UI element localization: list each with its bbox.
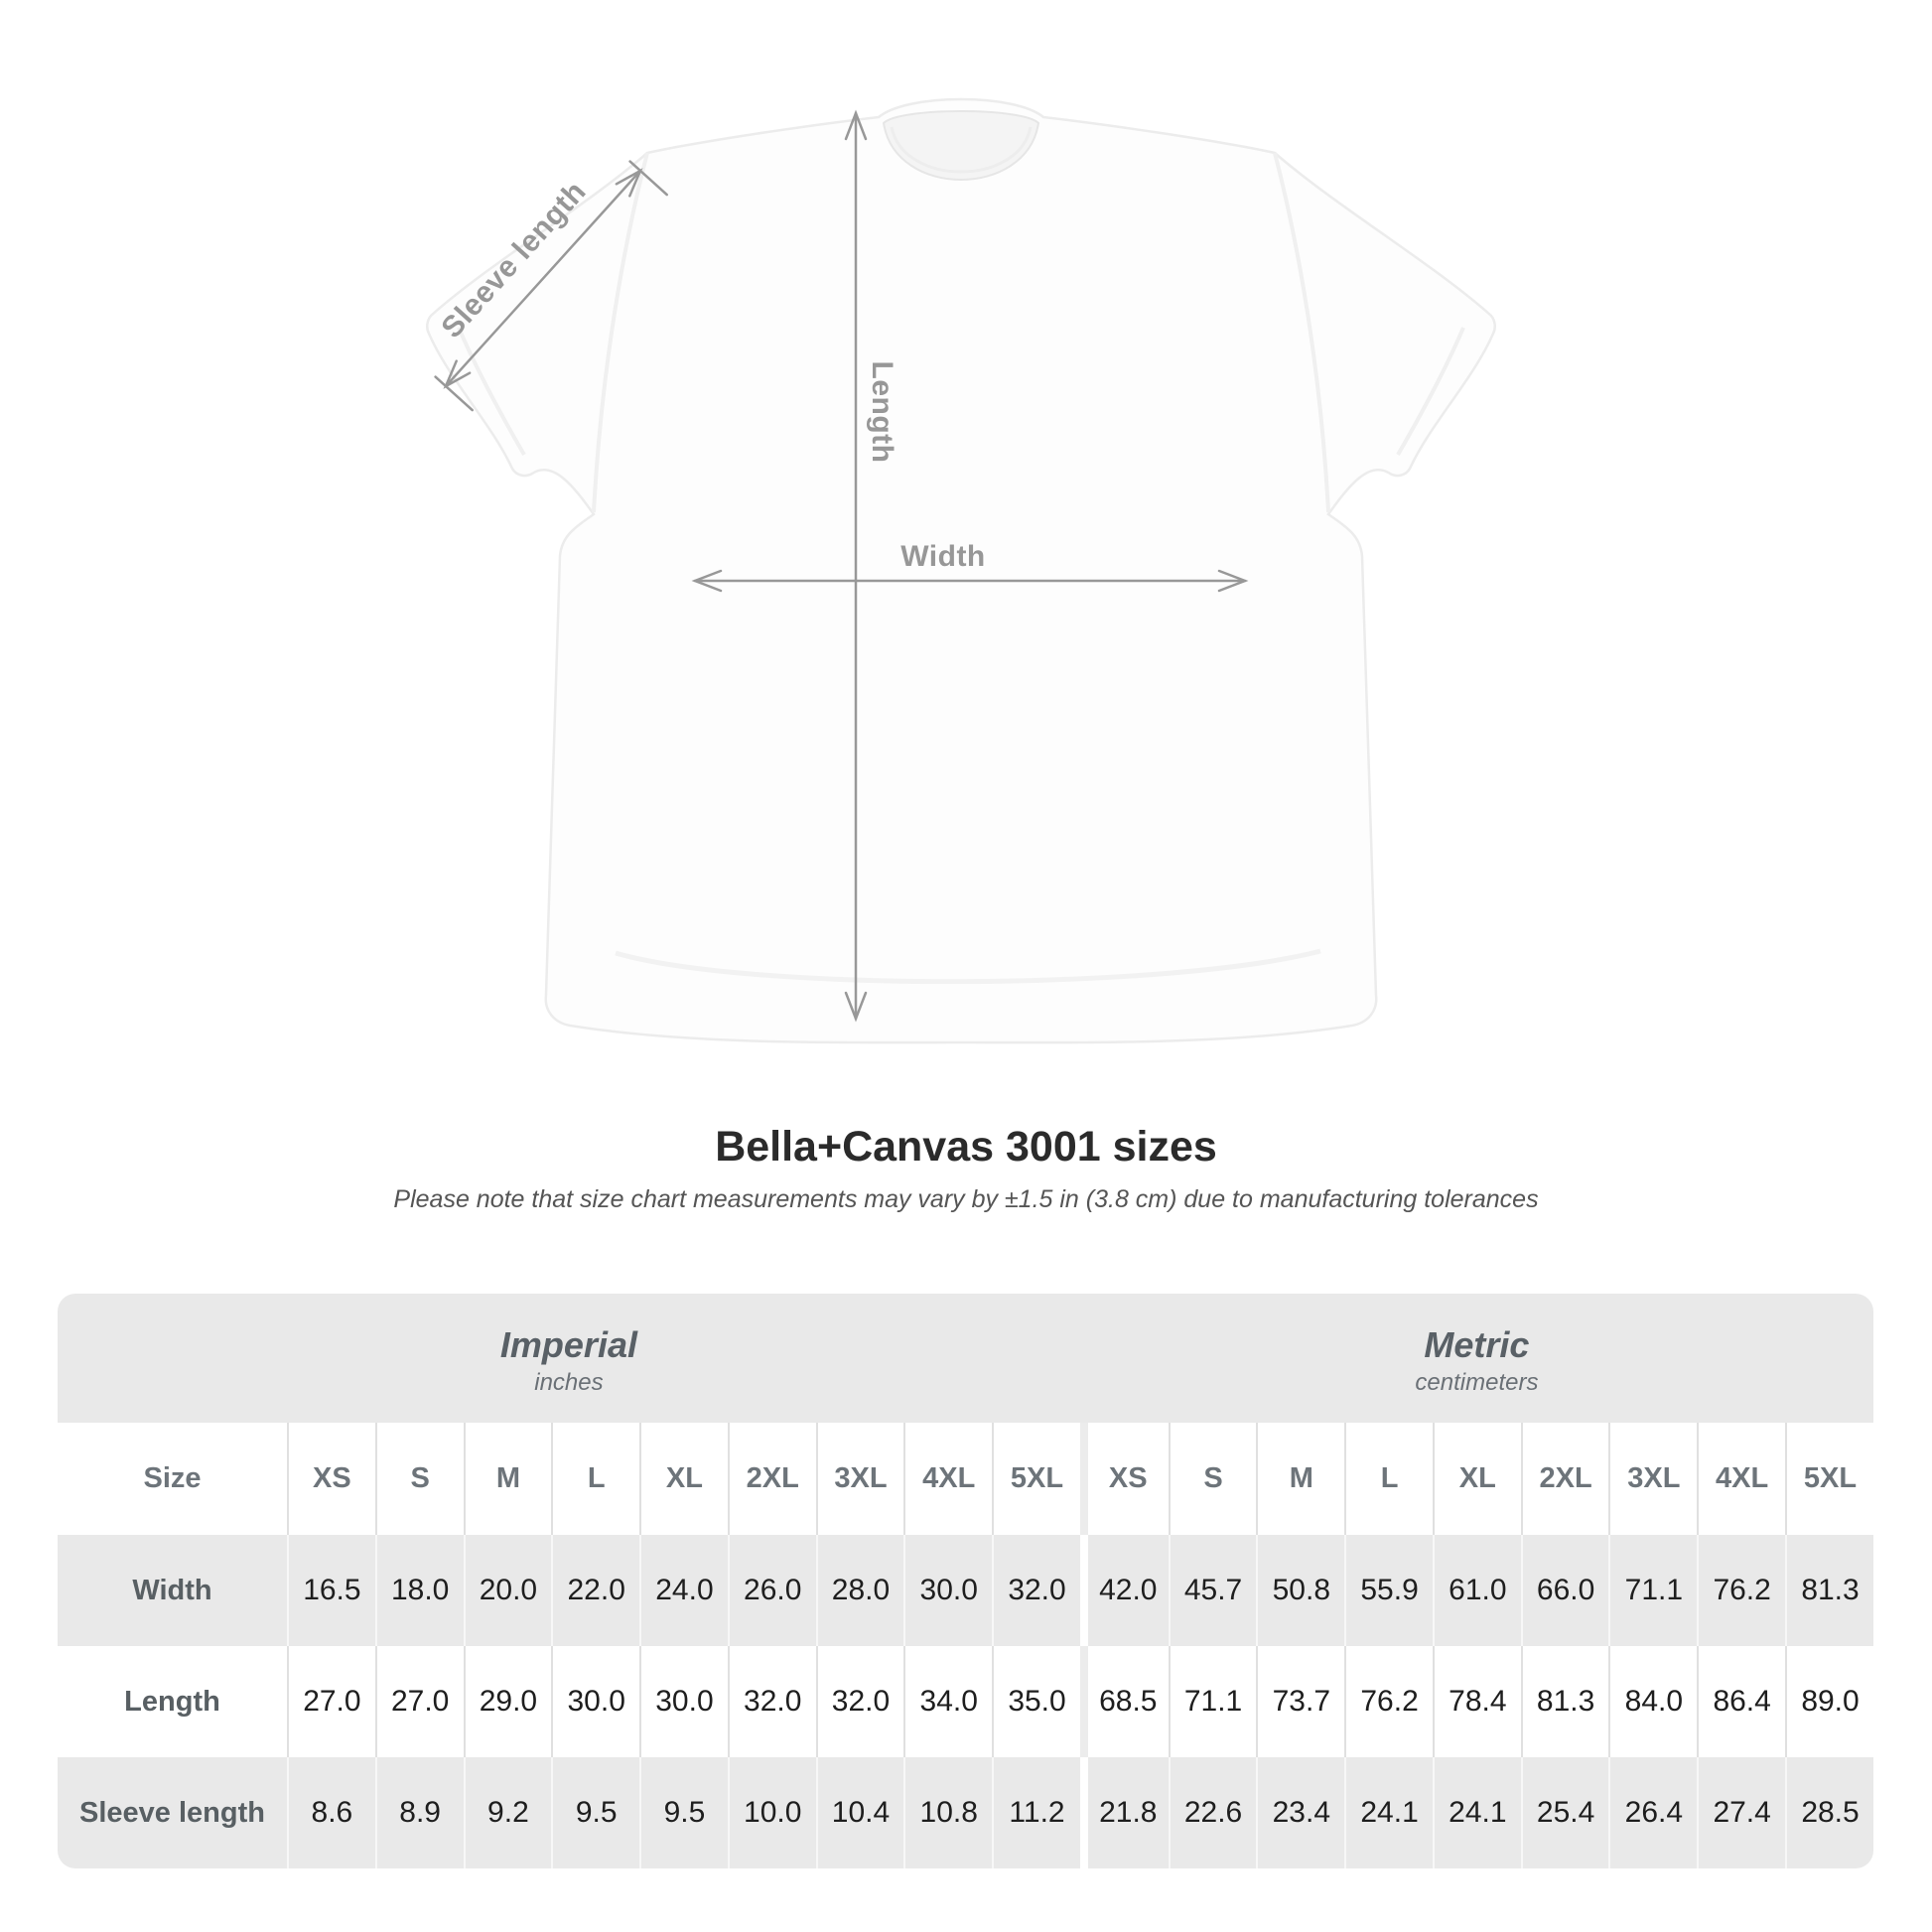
size-col-header: XL bbox=[1433, 1423, 1521, 1535]
size-col-header: M bbox=[464, 1423, 552, 1535]
measurement-cell: 9.5 bbox=[639, 1757, 728, 1868]
measurement-cell: 27.0 bbox=[375, 1646, 464, 1757]
measurement-cell: 27.4 bbox=[1697, 1757, 1785, 1868]
size-col-header: 3XL bbox=[1608, 1423, 1697, 1535]
measurement-cell: 29.0 bbox=[464, 1646, 552, 1757]
size-col-header: XL bbox=[639, 1423, 728, 1535]
measurement-cell: 76.2 bbox=[1697, 1535, 1785, 1646]
row-label: Width bbox=[58, 1535, 287, 1646]
size-col-header: XS bbox=[287, 1423, 375, 1535]
measurement-cell: 78.4 bbox=[1433, 1646, 1521, 1757]
imperial-unit: inches bbox=[534, 1369, 604, 1396]
size-col-header: 5XL bbox=[992, 1423, 1080, 1535]
measurement-cell: 28.0 bbox=[816, 1535, 904, 1646]
size-col-header: M bbox=[1256, 1423, 1344, 1535]
size-col-header: S bbox=[1169, 1423, 1257, 1535]
measurement-cell: 30.0 bbox=[551, 1646, 639, 1757]
measurement-cell: 8.9 bbox=[375, 1757, 464, 1868]
unit-group-metric bbox=[1080, 1294, 1873, 1423]
table-row-width bbox=[58, 1535, 1873, 1646]
measurement-cell: 26.4 bbox=[1608, 1757, 1697, 1868]
measurement-cell: 21.8 bbox=[1080, 1757, 1169, 1868]
unit-band-row bbox=[58, 1294, 1873, 1423]
unit-group-imperial bbox=[58, 1294, 1080, 1423]
measurement-cell: 24.1 bbox=[1433, 1757, 1521, 1868]
measurement-cell: 22.0 bbox=[551, 1535, 639, 1646]
size-col-header: L bbox=[551, 1423, 639, 1535]
page-title: Bella+Canvas 3001 sizes bbox=[715, 1123, 1217, 1171]
title-block bbox=[0, 1120, 1932, 1219]
measurement-cell: 66.0 bbox=[1521, 1535, 1609, 1646]
measurement-cell: 71.1 bbox=[1608, 1535, 1697, 1646]
measurement-cell: 30.0 bbox=[903, 1535, 992, 1646]
measurement-cell: 32.0 bbox=[816, 1646, 904, 1757]
size-col-header: 4XL bbox=[903, 1423, 992, 1535]
size-col-header: XS bbox=[1080, 1423, 1169, 1535]
measurement-cell: 81.3 bbox=[1521, 1646, 1609, 1757]
measurement-cell: 8.6 bbox=[287, 1757, 375, 1868]
size-col-header: L bbox=[1344, 1423, 1433, 1535]
row-label: Length bbox=[58, 1646, 287, 1757]
measurement-cell: 84.0 bbox=[1608, 1646, 1697, 1757]
row-label: Sleeve length bbox=[58, 1757, 287, 1868]
measurement-cell: 32.0 bbox=[728, 1646, 816, 1757]
sleeve-length-label: Sleeve length bbox=[435, 175, 593, 345]
measurement-cell: 20.0 bbox=[464, 1535, 552, 1646]
measurement-cell: 23.4 bbox=[1256, 1757, 1344, 1868]
measurement-cell: 81.3 bbox=[1785, 1535, 1873, 1646]
measurement-cell: 10.8 bbox=[903, 1757, 992, 1868]
size-col-header: 5XL bbox=[1785, 1423, 1873, 1535]
measurement-cell: 10.0 bbox=[728, 1757, 816, 1868]
size-col-header: 2XL bbox=[728, 1423, 816, 1535]
measurement-cell: 86.4 bbox=[1697, 1646, 1785, 1757]
measurement-cell: 24.0 bbox=[639, 1535, 728, 1646]
measurement-cell: 10.4 bbox=[816, 1757, 904, 1868]
measurement-cell: 30.0 bbox=[639, 1646, 728, 1757]
measurement-cell: 27.0 bbox=[287, 1646, 375, 1757]
measurement-cell: 11.2 bbox=[992, 1757, 1080, 1868]
metric-label: Metric bbox=[1424, 1324, 1530, 1365]
measurement-cell: 61.0 bbox=[1433, 1535, 1521, 1646]
measurement-cell: 16.5 bbox=[287, 1535, 375, 1646]
measurement-cell: 89.0 bbox=[1785, 1646, 1873, 1757]
measurement-cell: 71.1 bbox=[1169, 1646, 1257, 1757]
measurement-cell: 45.7 bbox=[1169, 1535, 1257, 1646]
measurement-cell: 24.1 bbox=[1344, 1757, 1433, 1868]
table-row-sleeve-length bbox=[58, 1757, 1873, 1868]
measurement-cell: 25.4 bbox=[1521, 1757, 1609, 1868]
measurement-cell: 76.2 bbox=[1344, 1646, 1433, 1757]
measurement-cell: 32.0 bbox=[992, 1535, 1080, 1646]
imperial-label: Imperial bbox=[499, 1324, 637, 1365]
width-label: Width bbox=[900, 540, 986, 573]
size-col-header: 2XL bbox=[1521, 1423, 1609, 1535]
measurement-cell: 42.0 bbox=[1080, 1535, 1169, 1646]
measurement-cell: 35.0 bbox=[992, 1646, 1080, 1757]
size-col-header: S bbox=[375, 1423, 464, 1535]
metric-unit: centimeters bbox=[1415, 1369, 1539, 1396]
measurement-cell: 22.6 bbox=[1169, 1757, 1257, 1868]
measurement-cell: 68.5 bbox=[1080, 1646, 1169, 1757]
measurement-cell: 55.9 bbox=[1344, 1535, 1433, 1646]
measurement-cell: 73.7 bbox=[1256, 1646, 1344, 1757]
size-corner-label: Size bbox=[58, 1423, 287, 1535]
measurement-cell: 18.0 bbox=[375, 1535, 464, 1646]
measurement-cell: 26.0 bbox=[728, 1535, 816, 1646]
measurement-cell: 28.5 bbox=[1785, 1757, 1873, 1868]
length-label: Length bbox=[866, 360, 898, 464]
measurement-cell: 9.2 bbox=[464, 1757, 552, 1868]
size-col-header: 3XL bbox=[816, 1423, 904, 1535]
size-col-header: 4XL bbox=[1697, 1423, 1785, 1535]
measurement-cell: 34.0 bbox=[903, 1646, 992, 1757]
page-subtitle: Please note that size chart measurements may vary by ±1.5 in (3.8 cm) due to manufacturing tolerances bbox=[393, 1185, 1539, 1213]
measurement-cell: 9.5 bbox=[551, 1757, 639, 1868]
size-header-row bbox=[58, 1423, 1873, 1535]
measurement-cell: 50.8 bbox=[1256, 1535, 1344, 1646]
table-row-length bbox=[58, 1646, 1873, 1757]
size-table bbox=[58, 1294, 1873, 1868]
